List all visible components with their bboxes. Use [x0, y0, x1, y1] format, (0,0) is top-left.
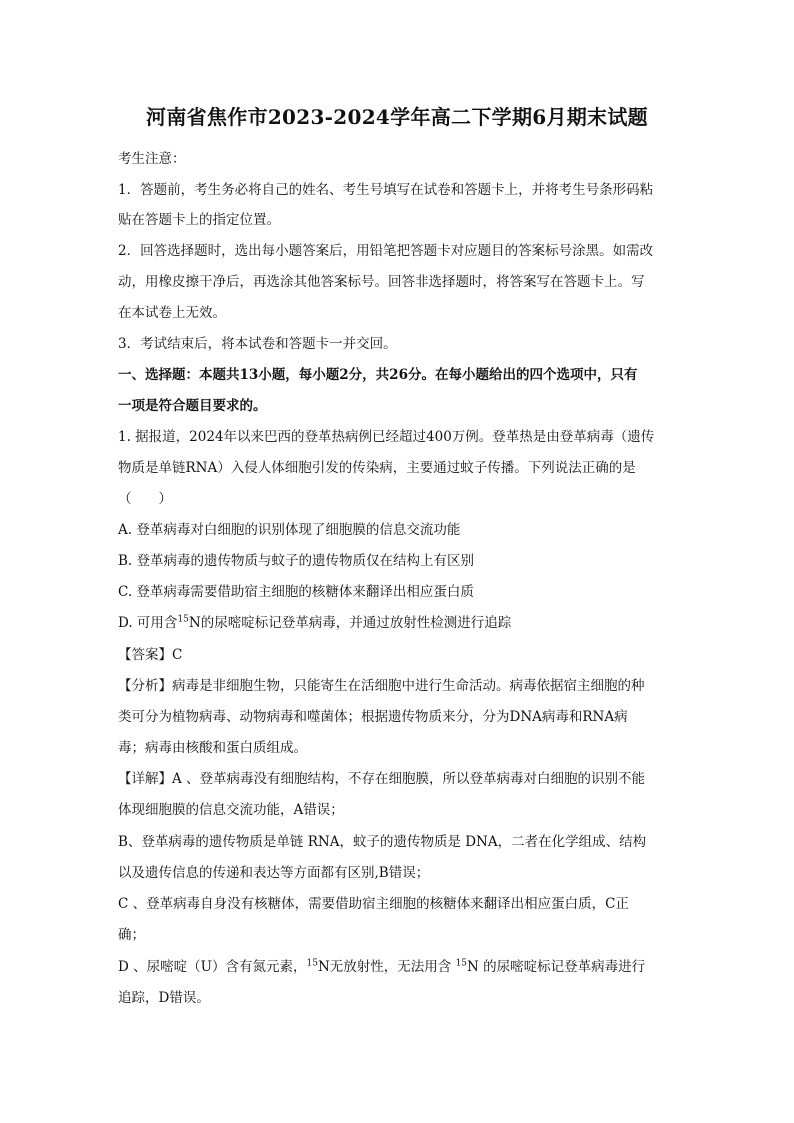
analysis-line-1: 【分析】病毒是非细胞生物，只能寄生在活细胞中进行生命活动。病毒依据宿主细胞的种	[118, 678, 645, 694]
detail-d-line-1	[118, 955, 645, 975]
detail-b-line-2: 以及遗传信息的传递和表达等方面都有区别,B错误；	[118, 865, 430, 881]
notice-item-2-line-2: 动，用橡皮擦干净后，再选涂其他答案标号。回答非选择题时，将答案写在答题卡上。写	[118, 274, 645, 290]
option-d-prefix: D. 可用含	[118, 615, 178, 631]
option-d-suffix: N的尿嘧啶标记登革病毒，并通过放射性检测进行追踪	[188, 615, 512, 631]
question-1-stem-line-2: 物质是单链RNA）入侵人体细胞引发的传染病，主要通过蚊子传播。下列说法正确的是	[118, 460, 636, 476]
detail-b-line-1: B、登革病毒的遗传物质是单链 RNA，蚊子的遗传物质是 DNA，二者在化学组成、结构	[118, 834, 647, 850]
question-1-stem-line-1: 1. 据报道，2024年以来巴西的登革热病例已经超过400万例。登革热是由登革病毒（遗传	[118, 429, 655, 445]
analysis-line-2: 类可分为植物病毒、动物病毒和噬菌体；根据遗传物质来分，分为DNA病毒和RNA病	[118, 709, 628, 725]
detail-d-superscript-1: 15	[306, 958, 318, 969]
detail-d-suffix: N 的尿嘧啶标记登革病毒进行	[467, 959, 646, 975]
notice-item-2-line-3: 在本试卷上无效。	[118, 305, 226, 321]
question-1-option-b: B. 登革病毒的遗传物质与蚊子的遗传物质仅在结构上有区别	[118, 553, 475, 569]
analysis-line-3: 毒；病毒由核酸和蛋白质组成。	[118, 740, 307, 756]
detail-c-line-2: 确；	[118, 927, 145, 943]
section-heading-line-2: 一项是符合题目要求的。	[118, 398, 267, 414]
detail-a-line-1: 【详解】A 、登革病毒没有细胞结构，不存在细胞膜，所以登革病毒对白细胞的识别不能	[118, 771, 646, 787]
notice-item-1-line-1: 1．答题前，考生务必将自己的姓名、考生号填写在试卷和答题卡上，并将考生号条形码粘	[118, 182, 654, 198]
detail-d-prefix: D 、尿嘧啶（U）含有氮元素，	[118, 959, 307, 975]
page-title: 河南省焦作市2023-2024学年高二下学期6月期末试题	[146, 105, 648, 129]
detail-d-line-2: 追踪，D错误。	[118, 990, 210, 1006]
question-1-option-c: C. 登革病毒需要借助宿主细胞的核糖体来翻译出相应蛋白质	[118, 584, 474, 600]
notice-item-2-line-1: 2．回答选择题时，选出每小题答案后，用铅笔把答题卡对应题目的答案标号涂黑。如需改	[118, 243, 654, 259]
question-1-stem-line-3: （ ）	[118, 491, 172, 507]
detail-a-line-2: 体现细胞膜的信息交流功能，A错误；	[118, 802, 344, 818]
notice-item-1-line-2: 贴在答题卡上的指定位置。	[118, 212, 280, 228]
notice-heading: 考生注意：	[118, 151, 186, 167]
detail-c-line-1: C 、登革病毒自身没有核糖体，需要借助宿主细胞的核糖体来翻译出相应蛋白质，C正	[118, 896, 629, 912]
option-d-superscript: 15	[177, 614, 189, 625]
question-1-option-d	[118, 611, 511, 631]
notice-item-3-line-1: 3．考试结束后，将本试卷和答题卡一并交回。	[118, 336, 397, 352]
detail-d-middle: N无放射性，无法用含	[317, 959, 456, 975]
question-1-option-a: A. 登革病毒对白细胞的识别体现了细胞膜的信息交流功能	[118, 522, 461, 538]
section-heading-line-1: 一、选择题：本题共13小题，每小题2分，共26分。在每小题给出的四个选项中，只有	[118, 367, 638, 383]
answer-line: 【答案】C	[118, 647, 183, 663]
detail-d-superscript-2: 15	[455, 958, 468, 969]
